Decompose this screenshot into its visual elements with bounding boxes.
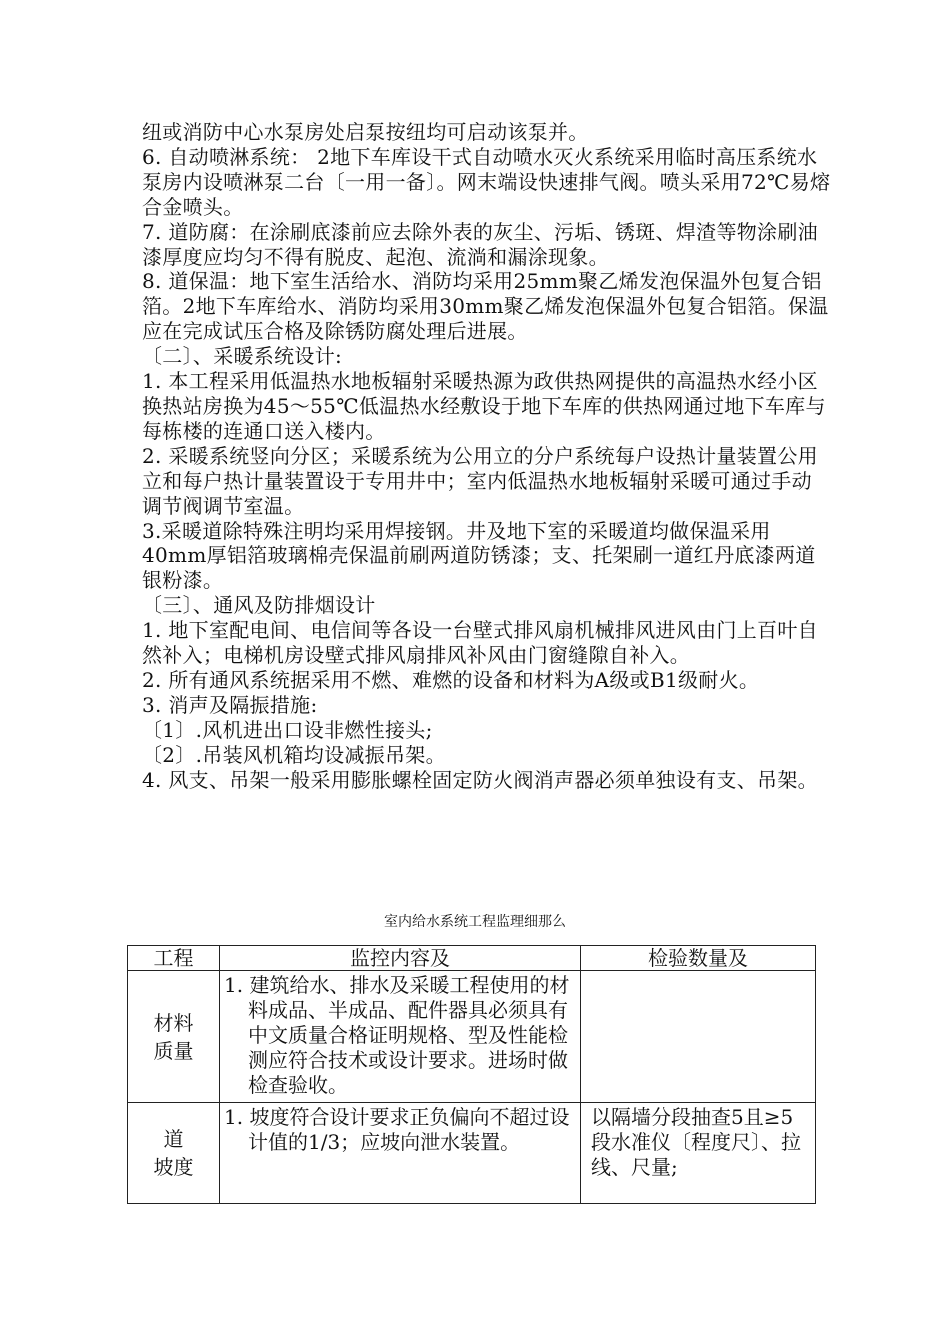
body-text xyxy=(142,120,832,792)
inspection-text: 以隔墙分段抽查5且≥5段水准仪〔程度尺〕、拉线、尺量; xyxy=(591,1105,801,1179)
section-heading: 〔二〕、采暖系统设计: xyxy=(142,344,343,369)
paragraph: 〔2〕.吊装风机箱均设减振吊架。 xyxy=(142,742,446,767)
item-label-line2: 质量 xyxy=(153,1038,194,1063)
inspection-cell xyxy=(581,1103,816,1204)
table-row xyxy=(128,1103,816,1204)
paragraph: 3.采暖道除特殊注明均采用焊接钢。井及地下室的采暖道均做保温采用40mm厚铝箔玻璃棉壳保温前刷两道防锈漆；支、托架刷一道红丹底漆两道银粉漆。 xyxy=(142,518,816,593)
table-header-row xyxy=(128,946,816,971)
paragraph: 3. 消声及隔振措施: xyxy=(142,692,318,717)
content-cell xyxy=(220,1103,581,1204)
column-header-inspection: 检验数量及 xyxy=(581,946,816,971)
item-cell xyxy=(128,971,220,1103)
content-text: 1. 坡度符合设计要求正负偏向不超过设计值的1/3；应坡向泄水装置。 xyxy=(224,1105,570,1154)
item-label-line1: 材料 xyxy=(153,1010,194,1035)
paragraph: 1. 本工程采用低温热水地板辐射采暖热源为政供热网提供的高温热水经小区换热站房换为45～55℃低温热水经敷设于地下车库的供热网通过地下车库与每栋楼的连通口送入楼内。 xyxy=(142,369,826,443)
paragraph: 6. 自动喷淋系统： 2地下车库设干式自动喷水灭火系统采用临时高压系统水泵房内设喷淋泵二台〔一用一备〕。网末端设快速排气阀。喷头采用72℃易熔合金喷头。 xyxy=(142,144,831,219)
inspection-cell xyxy=(581,971,816,1103)
paragraph: 4. 风支、吊架一般采用膨胀螺栓固定防火阀消声器必须单独设有支、吊架。 xyxy=(142,767,818,792)
content-cell xyxy=(220,971,581,1103)
paragraph: 8. 道保温：地下室生活给水、消防均采用25mm聚乙烯发泡保温外包复合铝箔。2地下车库给水、消防均采用30mm聚乙烯发泡保温外包复合铝箔。保温应在完成试压合格及除锈防腐处理后进展。 xyxy=(142,269,829,344)
paragraph: 1. 地下室配电间、电信间等各设一台壁式排风扇机械排风进风由门上百叶自然补入；电梯机房设壁式排风扇排风补风由门窗缝隙自补入。 xyxy=(142,618,818,668)
item-cell xyxy=(128,1103,220,1204)
supervision-table xyxy=(127,945,816,1204)
section-heading: 〔三〕、通风及防排烟设计 xyxy=(142,593,376,618)
column-header-content: 监控内容及 xyxy=(220,946,581,971)
content-text: 1. 建筑给水、排水及采暖工程使用的材料成品、半成品、配件器具必须具有中文质量合格证明规格、型及性能检测应符合技术或设计要求。进场时做检查验收。 xyxy=(224,973,570,1097)
item-label-line1: 道 xyxy=(163,1127,184,1151)
inspection-text xyxy=(581,971,815,977)
table-row xyxy=(128,971,816,1103)
paragraph: 2. 采暖系统竖向分区；采暖系统为公用立的分户系统每户设热计量装置公用立和每户热计量装置设于专用井中；室内低温热水地板辐射采暖可通过手动调节阀调节室温。 xyxy=(142,443,818,518)
table-caption: 室内给水系统工程监理细那么 xyxy=(384,914,566,930)
paragraph: 2. 所有通风系统据采用不燃、难燃的设备和材料为A级或B1级耐火。 xyxy=(142,667,760,692)
item-label-line2: 坡度 xyxy=(153,1155,194,1179)
paragraph: 〔1〕.风机进出口设非燃性接头; xyxy=(142,717,433,742)
paragraph: 7. 道防腐：在涂刷底漆前应去除外表的灰尘、污垢、锈斑、焊渣等物涂刷油漆厚度应均匀不得有脱皮、起泡、流淌和漏涂现象。 xyxy=(142,219,818,269)
paragraph: 纽或消防中心水泵房处启泵按纽均可启动该泵并。 xyxy=(142,120,589,144)
column-header-item: 工程 xyxy=(128,946,220,971)
